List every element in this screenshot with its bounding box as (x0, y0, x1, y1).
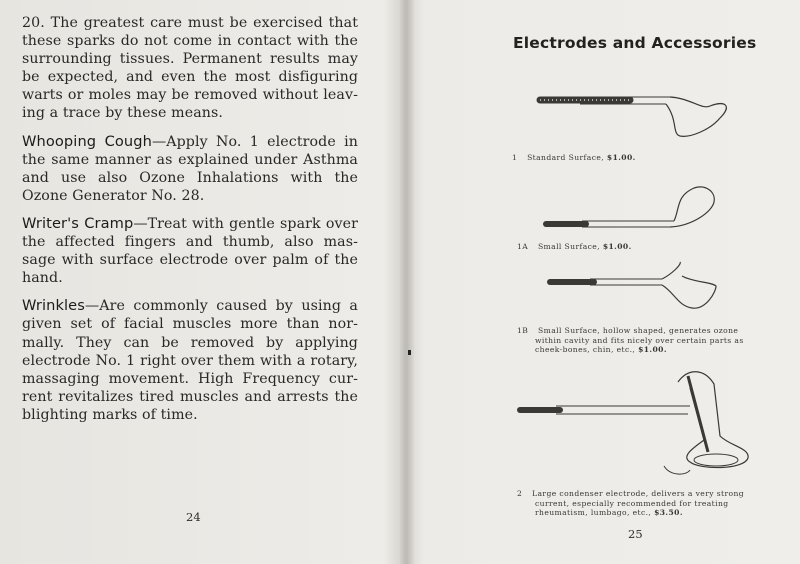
item-number: 2 (517, 489, 523, 498)
caption-item-1a (517, 242, 632, 252)
page-heading: Electrodes and Accessories (513, 34, 757, 52)
caption-item-1b (517, 326, 753, 355)
caption-item-1 (512, 153, 636, 163)
item-description: Standard Surface, (527, 153, 605, 162)
item-number: 1 (512, 153, 518, 162)
item-description: Small Surface, hollow shaped, generates ozone (538, 326, 739, 335)
section-title: Writer's Cramp (22, 214, 134, 232)
section-body: —Are commonly caused by using a given set of facial muscles more than nor- mally. They can be removed by applying electrode No. 1 right over them with a rotary, massaging movement. High Frequency cur- rent revitalizes tired muscles and arrests the blighting marks of time. (22, 298, 358, 423)
electrode-2-illustration (520, 366, 750, 486)
section-body: —Treat with gentle spark over the affected fingers and thumb, also mas- sage with surface electrode over palm of the hand. (22, 215, 358, 287)
item-number: 1A (517, 242, 529, 251)
page-number-right: 25 (628, 527, 643, 541)
item-continuation: current, especially recommended for treating rheumatism, lumbago, etc., (535, 498, 729, 518)
caption-item-2 (517, 489, 753, 518)
section-title: Whooping Cough (22, 132, 152, 150)
item-description: Large condenser electrode, delivers a very strong (532, 489, 745, 498)
section-title: Wrinkles (22, 297, 85, 315)
item-description-continued (517, 499, 753, 518)
item-price: $1.00. (606, 153, 636, 162)
section-whooping-cough (22, 133, 358, 205)
page-number-left: 24 (186, 510, 201, 524)
item-number: 1B (517, 326, 529, 335)
electrode-1-illustration (540, 96, 730, 146)
item-price: $1.00. (602, 242, 632, 251)
item-price: $3.50. (654, 508, 683, 518)
electrode-1a-illustration (546, 186, 726, 236)
section-wrinkles (22, 297, 358, 424)
section-writers-cramp (22, 215, 358, 287)
section-body: —Apply No. 1 electrode in the same manner as explained under Asthma and use also Ozone Inhalations with the Ozone Generator No. 28. (22, 133, 358, 204)
book-gutter (400, 0, 414, 564)
left-page-text (22, 14, 358, 434)
electrode-1b-illustration (550, 264, 720, 320)
item-description: Small Surface, (537, 242, 600, 251)
gutter-mark (408, 350, 411, 355)
item-continuation: within cavity and fits nicely over certain parts as cheek-bones, chin, etc., (535, 335, 744, 355)
item-price: $1.00. (638, 345, 667, 355)
item-description-continued (517, 336, 753, 355)
intro-paragraph: 20. The greatest care must be exercised that these sparks do not come in contact with the surrounding tissues. Permanent results may be expected, and even the most disfiguring warts or moles may be removed without leav- ing a trace by these means. (22, 15, 358, 122)
